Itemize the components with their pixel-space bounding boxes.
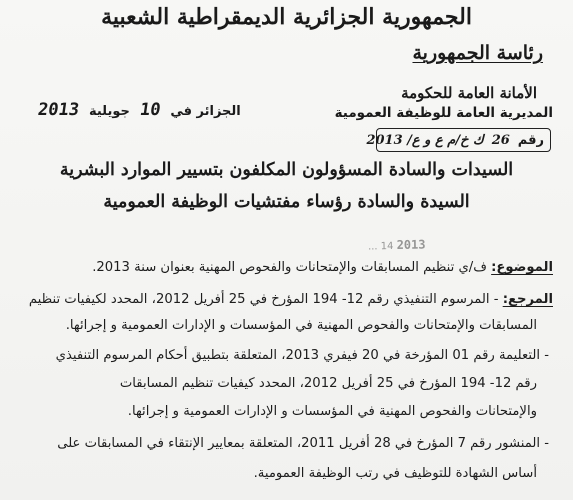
directorate-heading: المديرية العامة للوظيفة العمومية [334,105,553,121]
references-label: المرجع: [502,292,553,307]
date-day: 10 [138,100,162,120]
subject-line [92,260,553,275]
ref1-line2: المسابقات والإمتحانات والفحوص المهنية في المؤسسات و الإدارات العمومية و إجرائها. [65,318,537,333]
secretariat-heading: الأمانة العامة للحكومة [401,84,537,102]
date-month: جويلية [88,104,130,119]
subject-text: ف/ي تنظيم المسابقات والإمتحانات والفحوص المهنية بعنوان سنة 2013. [92,260,487,275]
reference-label: رقم [517,132,544,148]
date-line [38,100,241,120]
reference-code: ك خ/م ع و ع/ 2013 [366,132,484,148]
date-city: الجزائر في [170,104,241,119]
ref3-line1: - المنشور رقم 7 المؤرخ في 28 أفريل 2011، المتعلقة بمعايير الإنتقاء في المسابقات على [57,436,549,451]
ref3-line2: أساس الشهادة للتوظيف في رتب الوظيفة العمومية. [253,466,537,481]
ref2-line3: والإمتحانات والفحوص المهنية في المؤسسات و الإدارات العمومية و إجرائها. [127,404,537,419]
reference-number: 26 [491,132,510,148]
presidency-heading: رئاسة الجمهورية [412,42,543,64]
received-stamp [368,237,426,252]
reference-box [366,128,551,152]
date-year: 2013 [36,100,81,120]
stamp-year: 2013 [396,237,426,253]
addressee-line-2: السيدة والسادة رؤساء مفتشيات الوظيفة العمومية [103,192,470,212]
addressee-line-1: السيدات والسادة المسؤولون المكلفون بتسيير الموارد البشرية [59,160,514,180]
ref2-line2: رقم 12- 194 المؤرخ في 25 أفريل 2012، المحدد كيفيات تنظيم المسابقات [119,376,537,391]
republic-heading: الجمهورية الجزائرية الديمقراطية الشعبية [101,4,472,30]
ref1-line1: - المرسوم التنفيذي رقم 12- 194 المؤرخ في 25 أفريل 2012، المحدد لكيفيات تنظيم [28,292,499,307]
reference-line-1 [29,292,553,307]
ref2-line1: - التعليمة رقم 01 المؤرخة في 20 فيفري 2013، المتعلقة بتطبيق أحكام المرسوم التنفيذي [55,348,549,363]
stamp-extra: 14 ... [367,241,394,253]
subject-label: الموضوع: [491,260,553,275]
